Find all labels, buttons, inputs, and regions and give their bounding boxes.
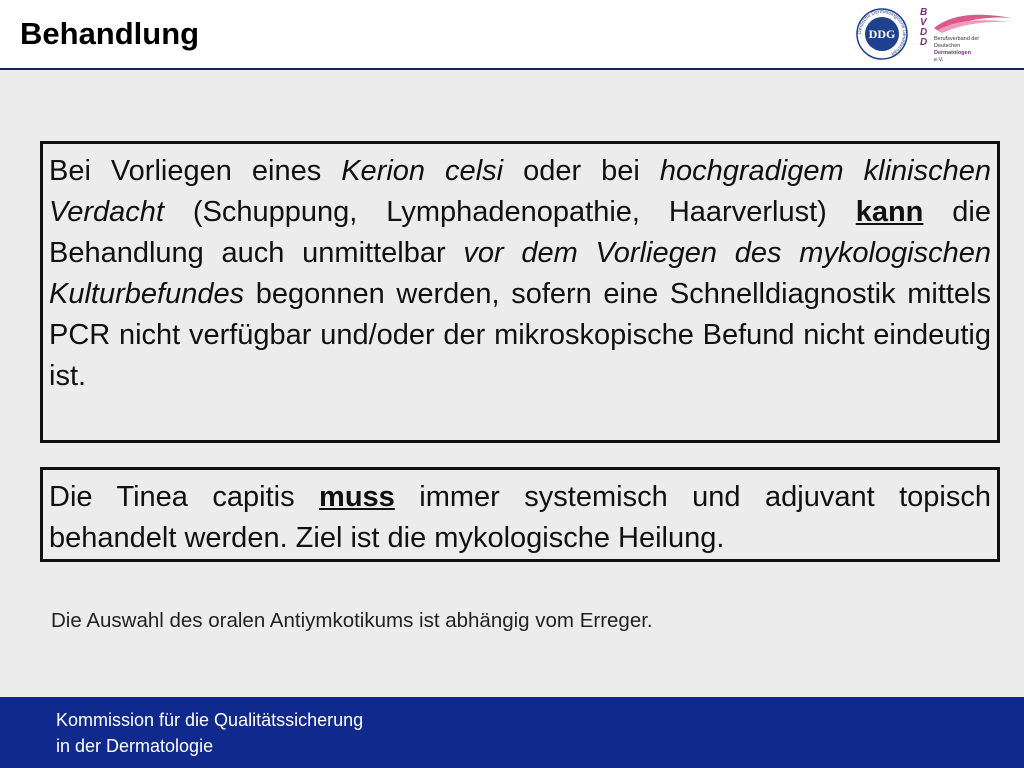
footer-line-1: Kommission für die Qualitätssicherung — [56, 710, 364, 730]
header-divider — [0, 68, 1024, 70]
footer — [0, 697, 1024, 768]
bvdd-letters: B V D D — [920, 7, 928, 48]
bvdd-swoosh-icon — [932, 10, 1014, 34]
footer-text — [56, 707, 363, 759]
footer-line-2: in der Dermatologie — [56, 736, 214, 756]
ddg-logo — [856, 8, 908, 60]
emphasis-kann: kann — [855, 196, 924, 228]
treatment-start-text: Bei Vorliegen eines Kerion celsi oder bei hochgradigem klinischen Verdacht (Schuppung, Lymphadenopathie, Haarverlust) kann die Behandlung auch unmittelbar vor dem Vorliegen des mykologischen Kulturbefundes begonnen werden, sofern eine Schnelldiagnostik mittels PCR nicht verfügbar und/oder der mikroskopische Befund nicht eindeutig ist. — [49, 155, 992, 392]
systemic-treatment-text: Die Tinea capitis muss immer systemisch und adjuvant topisch behandelt werden. Ziel ist die mykologische Heilung. — [49, 481, 991, 554]
bvdd-logo — [916, 8, 1016, 64]
ddg-ring-text: Deutsche Dermatologische Gesellschaft — [856, 8, 908, 57]
emphasis-muss: muss — [319, 481, 395, 513]
systemic-treatment-box — [40, 467, 1000, 562]
bvdd-text: Berufsverband der Deutschen Dermatologen e.V. — [934, 36, 980, 63]
page-title: Behandlung — [20, 16, 200, 51]
antimycotic-note: Die Auswahl des oralen Antiymkotikums ist abhängig vom Erreger. — [51, 609, 653, 632]
header — [0, 0, 1024, 68]
treatment-start-box — [40, 141, 1000, 443]
ddg-letters: DDG — [868, 27, 896, 41]
